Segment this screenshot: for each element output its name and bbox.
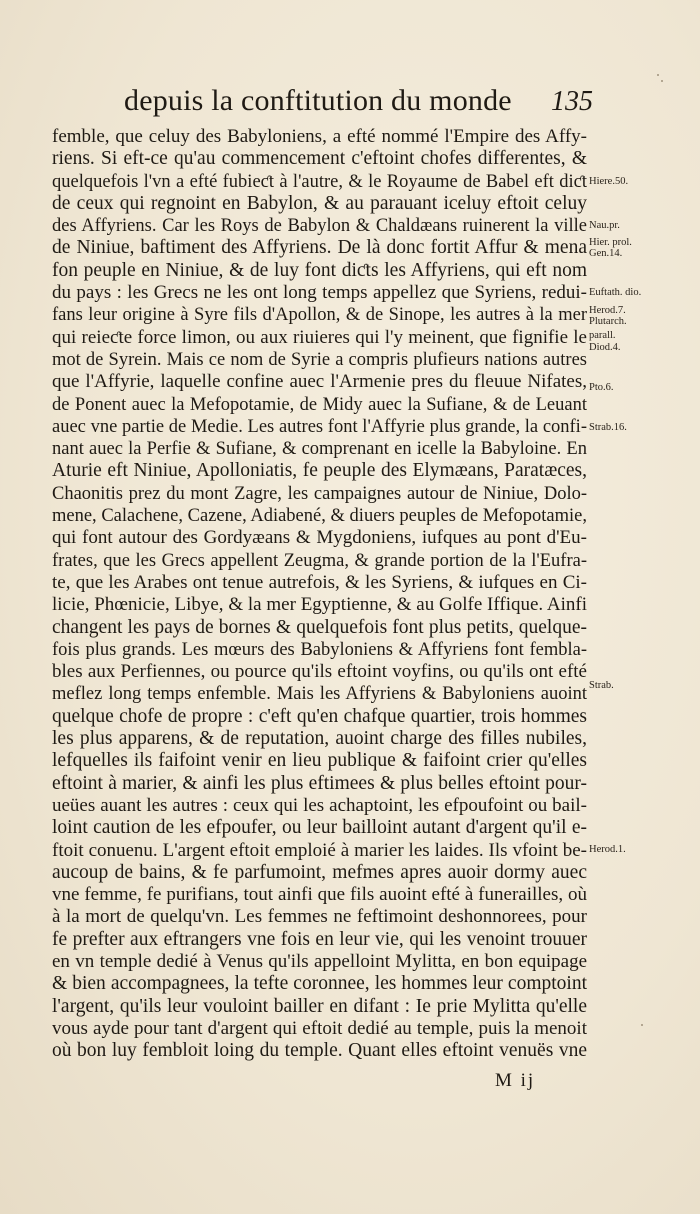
text-line: femble, que celuy des Babyloniens, a efté nommé l'Empire des Affy- xyxy=(52,126,587,147)
text-line: eftoint à marier, & ainfi les plus eftimees & plus belles eftoint pour- xyxy=(52,772,587,794)
margin-note: parall. xyxy=(589,330,616,341)
running-title: depuis la conftitution du monde xyxy=(124,84,512,117)
text-line: de Ponent auec la Mefopotamie, de Midy auec la Sufiane, & de Leuant xyxy=(52,394,587,415)
text-line: mene, Calachene, Cazene, Adiabené, & diuers peuples de Mefopotamie, xyxy=(52,506,587,527)
text-line: ftoit conuenu. L'argent eftoit emploié à marier les laides. Ils vfoint be- xyxy=(52,839,587,861)
paper-speck xyxy=(657,74,659,76)
margin-note: Herod.7. xyxy=(589,305,626,316)
paper-speck xyxy=(661,80,663,82)
text-line: lefquelles ils faifoint venir en lieu publique & faifoint crier qu'elles xyxy=(52,750,587,772)
text-line: nant auec la Perfie & Sufiane, & comprenant en icelle la Babyloine. En xyxy=(52,439,587,460)
margin-note: Gen.14. xyxy=(589,248,623,259)
text-line: vne femme, fe purifians, tout ainfi que fils auoint efté à funerailles, où xyxy=(52,884,587,906)
text-line: qui font autour des Gordyæans & Mygdoniens, iufques au pont d'Eu- xyxy=(52,527,587,549)
text-line: riens. Si eft-ce qu'au commencement c'eftoint chofes differentes, & xyxy=(52,148,587,170)
margin-note: Strab. xyxy=(589,680,614,691)
signature-mark: M ij xyxy=(495,1070,536,1091)
text-line: que l'Affyrie, laquelle confine auec l'Armenie pres du fleuue Nifates, xyxy=(52,371,587,393)
text-line: Aturie eft Niniue, Apolloniatis, fe peuple des Elymæans, Paratæces, xyxy=(52,460,587,482)
text-line: frates, que les Grecs appellent Zeugma, & grande portion de la l'Eufra- xyxy=(52,550,587,571)
text-line: quelquefois l'vn a efté fubieƈt à l'autre, & le Royaume de Babel eft diƈt xyxy=(52,171,587,192)
text-line: de ceux qui regnoint en Babylon, & au parauant iceluy eftoit celuy xyxy=(52,192,587,214)
margin-note: Herod.1. xyxy=(589,844,626,855)
text-line: aucoup de bains, & fe parfumoint, mefmes apres auoir dormy auec xyxy=(52,861,587,883)
page-number: 135 xyxy=(551,86,593,117)
body-text xyxy=(52,126,587,1062)
page-header xyxy=(120,84,620,124)
text-line: fe prefter aux eftrangers vne fois en leur vie, qui les venoint trouuer xyxy=(52,928,587,950)
margin-note: Pto.6. xyxy=(589,382,614,393)
text-line: à la mort de quelqu'vn. Les femmes ne feftimoint deshonnorees, pour xyxy=(52,906,587,928)
text-line: Chaonitis prez du mont Zagre, les campaignes autour de Niniue, Dolo- xyxy=(52,483,587,504)
text-line: les plus apparens, & de reputation, auoint charge des filles nubiles, xyxy=(52,728,587,750)
margin-note: Plutarch. xyxy=(589,316,627,327)
text-line: fon peuple en Niniue, & de luy font diƈts les Affyriens, qui eft nom xyxy=(52,259,587,281)
text-line: quelque chofe de propre : c'eft qu'en chafque quartier, trois hommes xyxy=(52,705,587,727)
text-line: en vn temple dedié à Venus qu'ils appelloint Mylitta, en bon equipage xyxy=(52,950,587,972)
margin-note: Hiere.50. xyxy=(589,176,629,187)
text-line: te, que les Arabes ont tenue autrefois, & les Syriens, & iufques en Ci- xyxy=(52,571,587,593)
text-line: loint caution de les efpoufer, ou leur bailloint autant d'argent qu'il e- xyxy=(52,817,587,839)
text-line: l'argent, qu'ils leur vouloint bailler en difant : Ie prie Mylitta qu'elle xyxy=(52,995,587,1017)
margin-note: Strab.16. xyxy=(589,422,627,433)
text-line: meflez long temps enfemble. Mais les Affyriens & Babyloniens auoint xyxy=(52,684,587,705)
text-line: vous ayde pour tant d'argent qui eftoit dedié au temple, puis la menoit xyxy=(52,1017,587,1039)
text-line: mot de Syrein. Mais ce nom de Syrie a compris plufieurs nations autres xyxy=(52,349,587,370)
text-line: de Niniue, baftiment des Affyriens. De là donc fortit Affur & mena xyxy=(52,237,587,259)
text-line: du pays : les Grecs ne les ont long temps appellez que Syriens, redui- xyxy=(52,282,587,304)
text-line: qui reieƈte force limon, ou aux riuieres qui l'y meinent, que fignifie le xyxy=(52,326,587,348)
text-line: changent les pays de bornes & quelquefois font plus petits, quelque- xyxy=(52,616,587,638)
text-line: licie, Phœnicie, Libye, & la mer Egyptienne, & au Golfe Iffique. Ainfi xyxy=(52,594,587,616)
text-line: où bon luy fembloit loing du temple. Quant elles eftoint venuës vne xyxy=(52,1040,587,1062)
text-line: bles aux Perfiennes, ou pource qu'ils eftoint voyfins, ou qu'ils ont efté xyxy=(52,661,587,683)
margin-note: Euftath. dio. xyxy=(589,287,642,298)
margin-note: Diod.4. xyxy=(589,342,621,353)
text-line: fois plus grands. Les mœurs des Babyloniens & Affyriens font fembla- xyxy=(52,639,587,660)
text-line: fans leur origine à Syre fils d'Apollon, & de Sinope, les autres à la mer xyxy=(52,305,587,326)
paper-speck xyxy=(641,1024,643,1026)
margin-note: Nau.pr. xyxy=(589,220,620,231)
text-line: auec vne partie de Medie. Les autres font l'Affyrie plus grande, la confi- xyxy=(52,416,587,437)
text-line: & bien accompagnees, la tefte coronnee, les hommes leur comptoint xyxy=(52,973,587,995)
text-line: des Affyriens. Car les Roys de Babylon & Chaldæans ruinerent la ville xyxy=(52,216,587,237)
text-line: ueües auant les autres : ceux qui les achaptoint, les efpoufoint ou bail- xyxy=(52,794,587,816)
margin-note: Hier. prol. xyxy=(589,237,632,248)
